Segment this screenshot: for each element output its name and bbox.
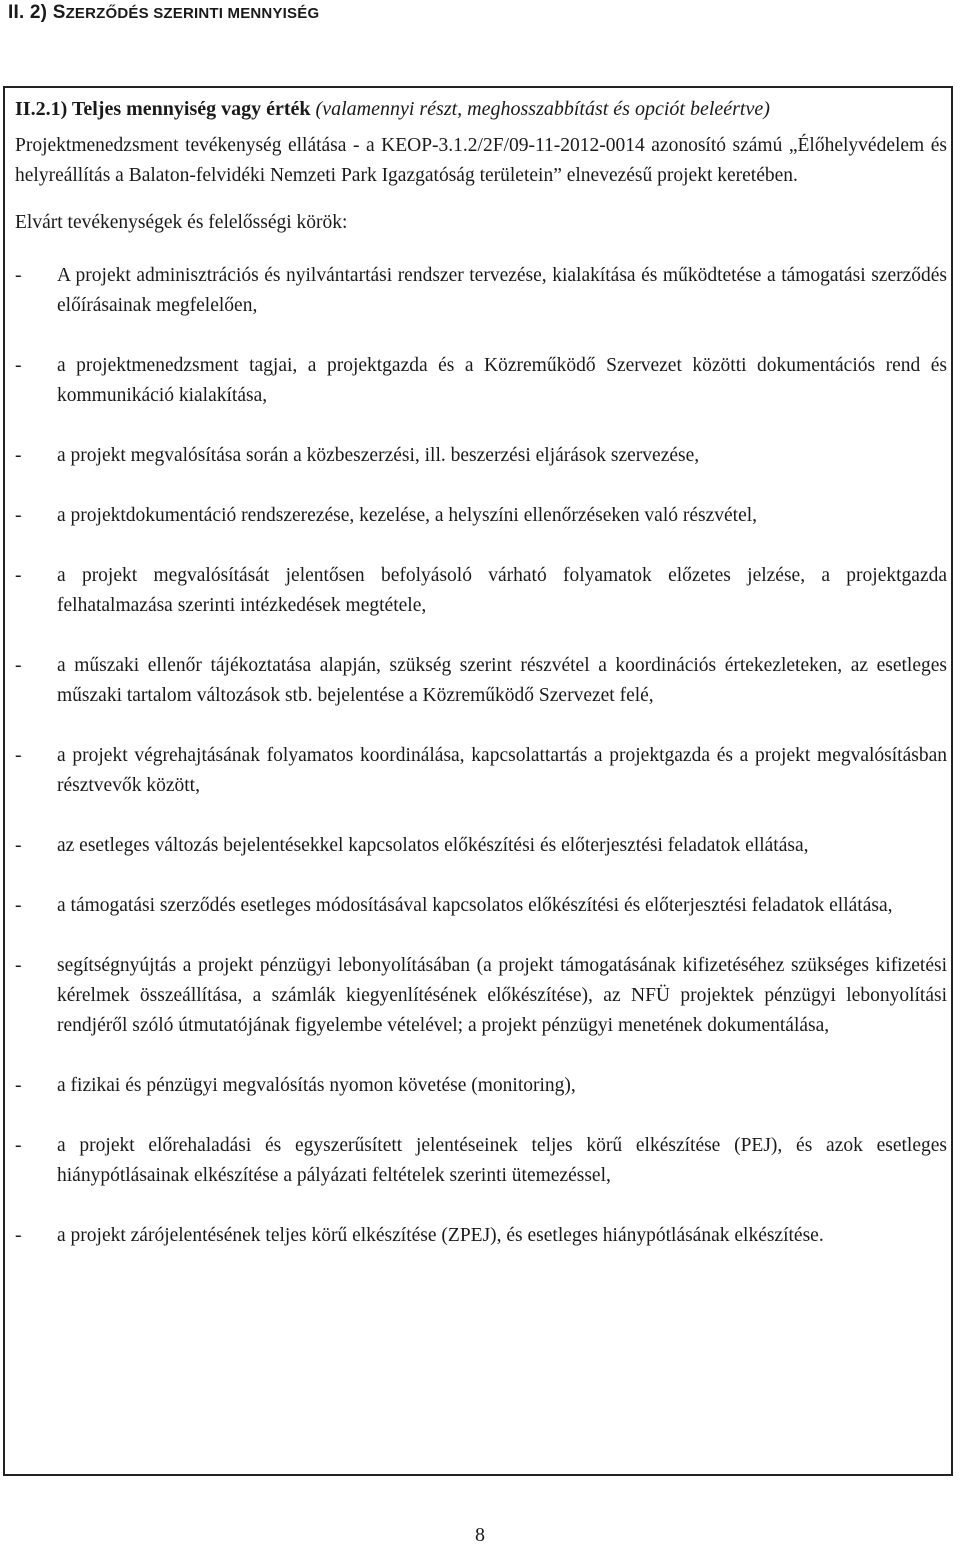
intro-paragraph: Projektmenedzsment tevékenység ellátása - a KEOP-3.1.2/2F/09-11-2012-0014 azonosító számú „Élőhelyvédelem és helyreállítás a Balaton-felvidéki Nemzeti Park Igazgatóság területein” elnevezésű projekt keretében. <box>15 135 947 186</box>
list-item <box>15 741 947 801</box>
list-item-text: a műszaki ellenőr tájékoztatása alapján, szükség szerint részvétel a koordinációs értekezleteken, az esetleges műszaki tartalom változások stb. bejelentése a Közreműködő Szervezet felé, <box>57 655 947 706</box>
list-item <box>15 891 947 921</box>
list-item <box>15 441 947 471</box>
list-item-dash: - <box>15 565 22 586</box>
subsection-heading-italic: (valamennyi részt, meghosszabbítást és opciót beleértve) <box>315 98 770 120</box>
list-item-text: a projekt megvalósítása során a közbeszerzési, ill. beszerzési eljárások szervezése, <box>57 445 700 466</box>
list-item <box>15 351 947 411</box>
list-item-dash: - <box>15 895 22 916</box>
list-item-dash: - <box>15 955 22 976</box>
list-item-dash: - <box>15 505 22 526</box>
section-heading-prefix: II. 2) S <box>8 2 66 23</box>
list-item-text: a projekt végrehajtásának folyamatos koordinálása, kapcsolattartás a projektgazda és a projekt megvalósításban résztvevők között, <box>57 745 947 796</box>
subsection-heading-bold: II.2.1) Teljes mennyiség vagy érték <box>15 98 316 120</box>
list-item-dash: - <box>15 445 22 466</box>
list-item-text: a projekt megvalósítását jelentősen befolyásoló várható folyamatok előzetes jelzése, a projektgazda felhatalmazása szerinti intézkedések megtétele, <box>57 565 947 616</box>
list-item <box>15 651 947 711</box>
list-item-dash: - <box>15 835 22 856</box>
list-item-dash: - <box>15 655 22 676</box>
list-item-text: a projekt zárójelentésének teljes körű elkészítése (ZPEJ), és esetleges hiánypótlásának elkészítése. <box>57 1225 824 1246</box>
list-item <box>15 1071 947 1101</box>
section-heading <box>8 2 319 24</box>
list-item <box>15 501 947 531</box>
section-heading-smallcaps: ZERZŐDÉS SZERINTI MENNYISÉG <box>65 5 320 22</box>
list-item <box>15 561 947 621</box>
content-box <box>3 86 953 1476</box>
list-item <box>15 1131 947 1191</box>
list-item-text: segítségnyújtás a projekt pénzügyi lebonyolításában (a projekt támogatásának kifizetéséhez szükséges kifizetési kérelmek összeállítása, a számlák kiegyenlítésének előkészítése), az NFÜ projektek pénzügyi lebonyolítási rendjéről szóló útmutatójának figyelembe vételével; a projekt pénzügyi menetének dokumentálása, <box>57 955 947 1036</box>
list-item-dash: - <box>15 1135 22 1156</box>
responsibilities-lead: Elvárt tevékenységek és felelősségi körök: <box>15 212 348 233</box>
list-item-text: A projekt adminisztrációs és nyilvántartási rendszer tervezése, kialakítása és működtetése a támogatási szerződés előírásainak megfelelően, <box>57 265 947 316</box>
list-item-dash: - <box>15 355 22 376</box>
list-item <box>15 261 947 321</box>
list-item-text: az esetleges változás bejelentésekkel kapcsolatos előkészítési és előterjesztési feladatok ellátása, <box>57 835 809 856</box>
list-item-text: a projektmenedzsment tagjai, a projektgazda és a Közreműködő Szervezet közötti dokumentációs rend és kommunikáció kialakítása, <box>57 355 947 406</box>
content-body <box>15 94 947 1281</box>
list-item <box>15 831 947 861</box>
responsibilities-list <box>15 261 947 1251</box>
list-item <box>15 951 947 1041</box>
list-item-dash: - <box>15 1075 22 1096</box>
list-item-dash: - <box>15 265 22 286</box>
page-number: 8 <box>475 1524 485 1546</box>
list-item-dash: - <box>15 745 22 766</box>
list-item-text: a fizikai és pénzügyi megvalósítás nyomon követése (monitoring), <box>57 1075 576 1096</box>
list-item <box>15 1221 947 1251</box>
subsection-heading <box>15 94 947 124</box>
list-item-text: a projektdokumentáció rendszerezése, kezelése, a helyszíni ellenőrzéseken való részvétel, <box>57 505 758 526</box>
list-item-dash: - <box>15 1225 22 1246</box>
list-item-text: a támogatási szerződés esetleges módosításával kapcsolatos előkészítési és előterjesztési feladatok ellátása, <box>57 895 893 916</box>
list-item-text: a projekt előrehaladási és egyszerűsített jelentéseinek teljes körű elkészítése (PEJ), és azok esetleges hiánypótlásainak elkészítése a pályázati feltételek szerinti ütemezéssel, <box>57 1135 947 1186</box>
